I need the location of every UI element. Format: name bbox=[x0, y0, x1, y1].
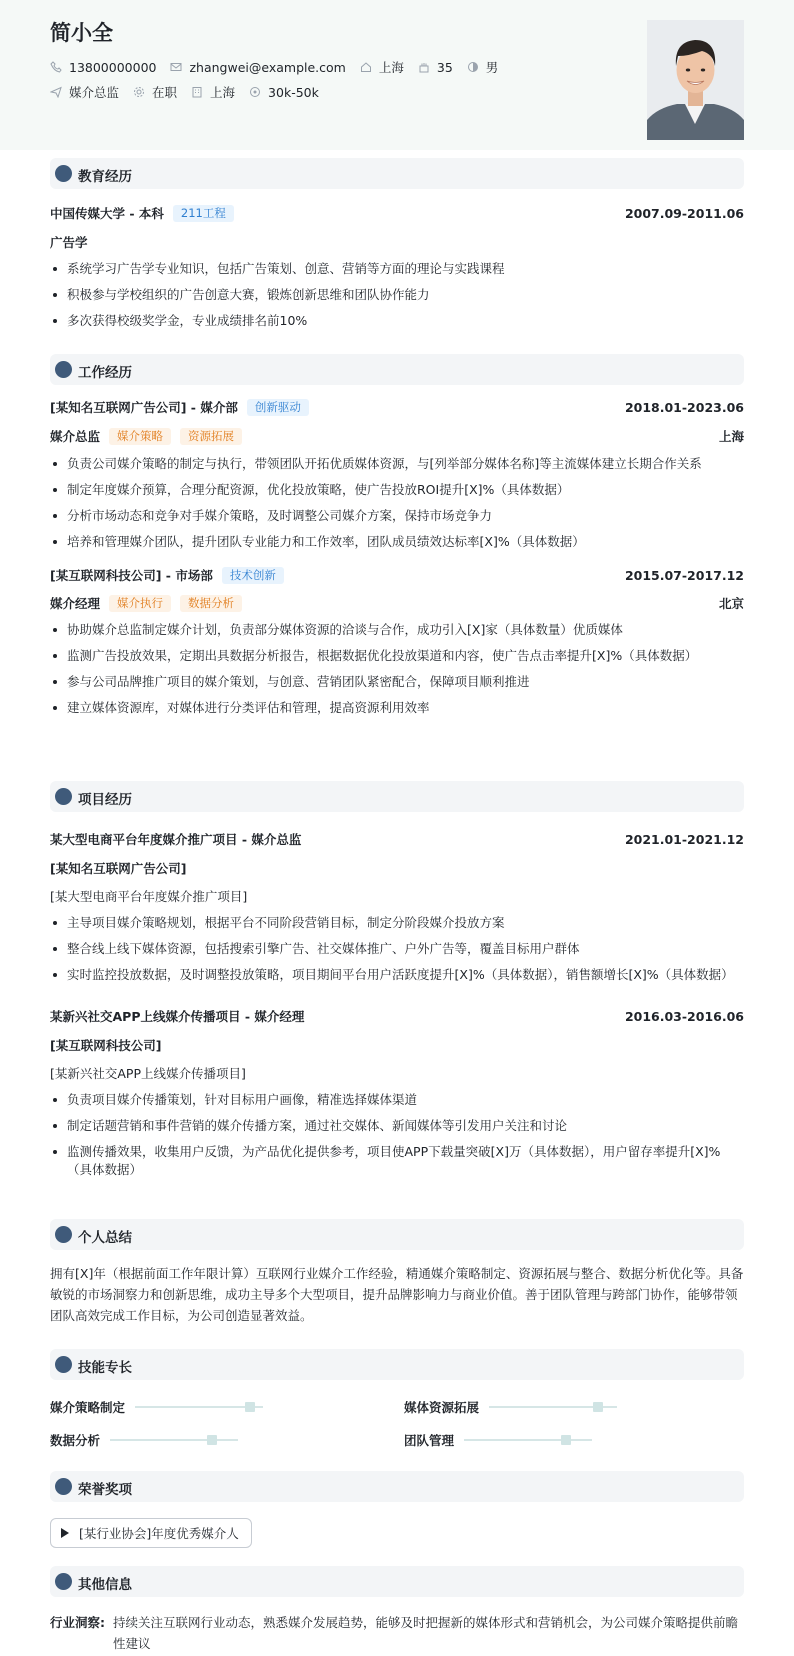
award-item[interactable] bbox=[50, 1518, 252, 1548]
skill-bar bbox=[110, 1439, 238, 1441]
project-section-header bbox=[50, 781, 744, 812]
building-icon bbox=[191, 86, 203, 98]
skill-name: 团队管理 bbox=[404, 1433, 455, 1448]
awards-title: 荣誉奖项 bbox=[78, 1482, 132, 1498]
skill-bar bbox=[464, 1439, 592, 1441]
work-bullets-1 bbox=[50, 455, 744, 559]
list-item: 协助媒介总监制定媒介计划，负责部分媒体资源的洽谈与合作，成功引入[X]家（具体数量）优质媒体 bbox=[50, 621, 744, 639]
project-title: 项目经历 bbox=[78, 792, 132, 808]
project-bullets-1 bbox=[50, 914, 744, 992]
skill-name: 数据分析 bbox=[50, 1433, 101, 1448]
age-text: 35 bbox=[436, 59, 453, 75]
list-item: 培养和管理媒介团队，提升团队专业能力和工作效率，团队成员绩效达标率[X]%（具体数据） bbox=[50, 533, 744, 551]
other-title: 其他信息 bbox=[78, 1577, 132, 1593]
gender-icon bbox=[467, 61, 479, 73]
job-intent-row bbox=[50, 83, 333, 101]
education-date: 2007.09-2011.06 bbox=[624, 205, 744, 221]
list-item: 制定话题营销和事件营销的媒介传播方案，通过社交媒体、新闻媒体等引发用户关注和讨论 bbox=[50, 1117, 744, 1135]
send-icon bbox=[50, 86, 62, 98]
briefcase-icon bbox=[55, 361, 72, 378]
position-item bbox=[50, 83, 119, 101]
avatar bbox=[647, 20, 744, 140]
gender-item bbox=[467, 58, 499, 76]
user-icon bbox=[55, 1226, 72, 1243]
work-role-row-2 bbox=[50, 594, 744, 612]
project-row-2 bbox=[50, 1007, 744, 1025]
skill-item bbox=[404, 1398, 617, 1416]
skill-item bbox=[50, 1398, 263, 1416]
award-text: [某行业协会]年度优秀媒介人 bbox=[79, 1526, 239, 1541]
phone-icon bbox=[50, 61, 62, 73]
education-title: 教育经历 bbox=[78, 169, 132, 185]
cake-icon bbox=[418, 61, 430, 73]
other-label: 行业洞察: bbox=[50, 1615, 105, 1630]
project-bullets-2 bbox=[50, 1091, 744, 1187]
company-tag: 创新驱动 bbox=[247, 399, 309, 416]
role-name: 媒介经理 bbox=[50, 596, 101, 611]
school-name: 中国传媒大学 - 本科 bbox=[50, 206, 164, 221]
project-company: [某知名互联网广告公司] bbox=[50, 861, 187, 876]
education-row bbox=[50, 204, 744, 222]
project-desc: [某新兴社交APP上线媒介传播项目] bbox=[50, 1066, 246, 1081]
status-item bbox=[133, 83, 177, 101]
skill-level-marker bbox=[593, 1402, 603, 1412]
home-icon bbox=[360, 61, 372, 73]
list-item: 负责项目媒介传播策划，针对目标用户画像，精准选择媒体渠道 bbox=[50, 1091, 744, 1109]
graduation-cap-icon bbox=[55, 165, 72, 182]
status-text: 在职 bbox=[152, 85, 178, 100]
star-icon bbox=[55, 1356, 72, 1373]
company-name: [某互联网科技公司] - 市场部 bbox=[50, 568, 213, 583]
list-item: 整合线上线下媒体资源，包括搜索引擎广告、社交媒体推广、户外广告等，覆盖目标用户群体 bbox=[50, 940, 744, 958]
skill-item bbox=[404, 1431, 592, 1449]
city-item bbox=[191, 83, 235, 101]
major: 广告学 bbox=[50, 235, 88, 250]
profile-photo bbox=[647, 20, 744, 140]
skills-title: 技能专长 bbox=[78, 1360, 132, 1376]
work-row-1 bbox=[50, 398, 744, 416]
education-section-header bbox=[50, 158, 744, 189]
list-item: 监测广告投放效果，定期出具数据分析报告，根据数据优化投放渠道和内容，使广告点击率提升[X]%（具体数据） bbox=[50, 647, 744, 665]
salary-text: 30k-50k bbox=[268, 84, 319, 100]
work-title: 工作经历 bbox=[78, 365, 132, 381]
list-item: 负责公司媒介策略的制定与执行，带领团队开拓优质媒体资源，与[列举部分媒体名称]等主流媒体建立长期合作关系 bbox=[50, 455, 744, 473]
email-item bbox=[170, 60, 345, 75]
location-text: 上海 bbox=[378, 60, 404, 75]
mail-icon bbox=[170, 61, 182, 73]
email-text: zhangwei@example.com bbox=[189, 59, 346, 75]
list-item: 实时监控投放数据，及时调整投放策略，项目期间平台用户活跃度提升[X]%（具体数据），销售额增长[X]%（具体数据） bbox=[50, 966, 744, 984]
company-name: [某知名互联网广告公司] - 媒介部 bbox=[50, 400, 238, 415]
resume-header bbox=[0, 0, 794, 150]
coin-icon bbox=[249, 86, 261, 98]
list-item: 建立媒体资源库，对媒体进行分类评估和管理，提高资源利用效率 bbox=[50, 699, 744, 717]
list-item: 分析市场动态和竞争对手媒介策略，及时调整公司媒介方案，保持市场竞争力 bbox=[50, 507, 744, 525]
skill-bar bbox=[135, 1406, 263, 1408]
info-icon bbox=[55, 1573, 72, 1590]
project-date: 2016.03-2016.06 bbox=[624, 1008, 744, 1024]
work-bullets-2 bbox=[50, 621, 744, 725]
list-item: 制定年度媒介预算，合理分配资源，优化投放策略，使广告投放ROI提升[X]%（具体数据） bbox=[50, 481, 744, 499]
project-row-1 bbox=[50, 830, 744, 848]
skill-name: 媒体资源拓展 bbox=[404, 1400, 480, 1415]
work-role-row-1 bbox=[50, 427, 744, 445]
skills-section-header bbox=[50, 1349, 744, 1380]
project-desc: [某大型电商平台年度媒介推广项目] bbox=[50, 889, 248, 904]
list-item: 多次获得校级奖学金，专业成绩排名前10% bbox=[50, 312, 744, 330]
skill-name: 媒介策略制定 bbox=[50, 1400, 126, 1415]
project-date: 2021.01-2021.12 bbox=[624, 831, 744, 847]
project-name: 某大型电商平台年度媒介推广项目 - 媒介总监 bbox=[50, 832, 302, 847]
skill-level-marker bbox=[561, 1435, 571, 1445]
other-info-row bbox=[50, 1612, 744, 1654]
medal-icon bbox=[55, 1478, 72, 1495]
other-text: 持续关注互联网行业动态，熟悉媒介发展趋势，能够及时把握新的媒体形式和营销机会，为公司媒介策略提供前瞻性建议 bbox=[113, 1615, 739, 1651]
work-date: 2018.01-2023.06 bbox=[624, 399, 744, 415]
list-item: 参与公司品牌推广项目的媒介策划，与创意、营销团队紧密配合，保障项目顺利推进 bbox=[50, 673, 744, 691]
education-bullets bbox=[50, 260, 744, 338]
gear-icon bbox=[133, 86, 145, 98]
summary-section-header bbox=[50, 1219, 744, 1250]
skill-bar bbox=[489, 1406, 617, 1408]
phone-item bbox=[50, 60, 156, 75]
work-section-header bbox=[50, 354, 744, 385]
age-item bbox=[418, 60, 453, 75]
skill-level-marker bbox=[245, 1402, 255, 1412]
school-tag: 211工程 bbox=[173, 205, 234, 222]
candidate-name: 简小全 bbox=[50, 21, 113, 45]
phone-text: 13800000000 bbox=[69, 59, 157, 75]
project-company: [某互联网科技公司] bbox=[50, 1038, 162, 1053]
role-tag: 数据分析 bbox=[180, 595, 242, 612]
work-row-2 bbox=[50, 566, 744, 584]
list-item: 主导项目媒介策略规划，根据平台不同阶段营销目标，制定分阶段媒介投放方案 bbox=[50, 914, 744, 932]
role-tag: 媒介执行 bbox=[109, 595, 171, 612]
play-icon bbox=[61, 1528, 69, 1538]
skill-level-marker bbox=[207, 1435, 217, 1445]
role-tag: 媒介策略 bbox=[109, 428, 171, 445]
role-name: 媒介总监 bbox=[50, 429, 101, 444]
project-name: 某新兴社交APP上线媒介传播项目 - 媒介经理 bbox=[50, 1009, 305, 1024]
skill-item bbox=[50, 1431, 238, 1449]
summary-title: 个人总结 bbox=[78, 1230, 132, 1246]
list-item: 系统学习广告学专业知识，包括广告策划、创意、营销等方面的理论与实践课程 bbox=[50, 260, 744, 278]
work-city: 北京 bbox=[718, 596, 744, 611]
awards-section-header bbox=[50, 1471, 744, 1502]
grid-icon bbox=[55, 788, 72, 805]
position-text: 媒介总监 bbox=[69, 85, 120, 100]
contact-row bbox=[50, 58, 512, 76]
list-item: 积极参与学校组织的广告创意大赛，锻炼创新思维和团队协作能力 bbox=[50, 286, 744, 304]
work-city: 上海 bbox=[718, 429, 744, 444]
list-item: 监测传播效果，收集用户反馈，为产品优化提供参考，项目使APP下载量突破[X]万（具体数据），用户留存率提升[X]%（具体数据） bbox=[50, 1143, 744, 1179]
company-tag: 技术创新 bbox=[222, 567, 284, 584]
summary-text: 拥有[X]年（根据前面工作年限计算）互联网行业媒介工作经验，精通媒介策略制定、资源拓展与整合、数据分析优化等。具备敏锐的市场洞察力和创新思维，成功主导多个大型项目，提升品牌影响力与商业价值。善于团队管理与跨部门协作，能够带领团队高效完成工作目标，为公司创造显著效益。 bbox=[50, 1266, 744, 1323]
gender-text: 男 bbox=[485, 60, 499, 75]
city-text: 上海 bbox=[210, 85, 236, 100]
role-tag: 资源拓展 bbox=[180, 428, 242, 445]
location-item bbox=[360, 58, 404, 76]
salary-item bbox=[249, 85, 319, 100]
work-date: 2015.07-2017.12 bbox=[624, 567, 744, 583]
other-section-header bbox=[50, 1566, 744, 1597]
